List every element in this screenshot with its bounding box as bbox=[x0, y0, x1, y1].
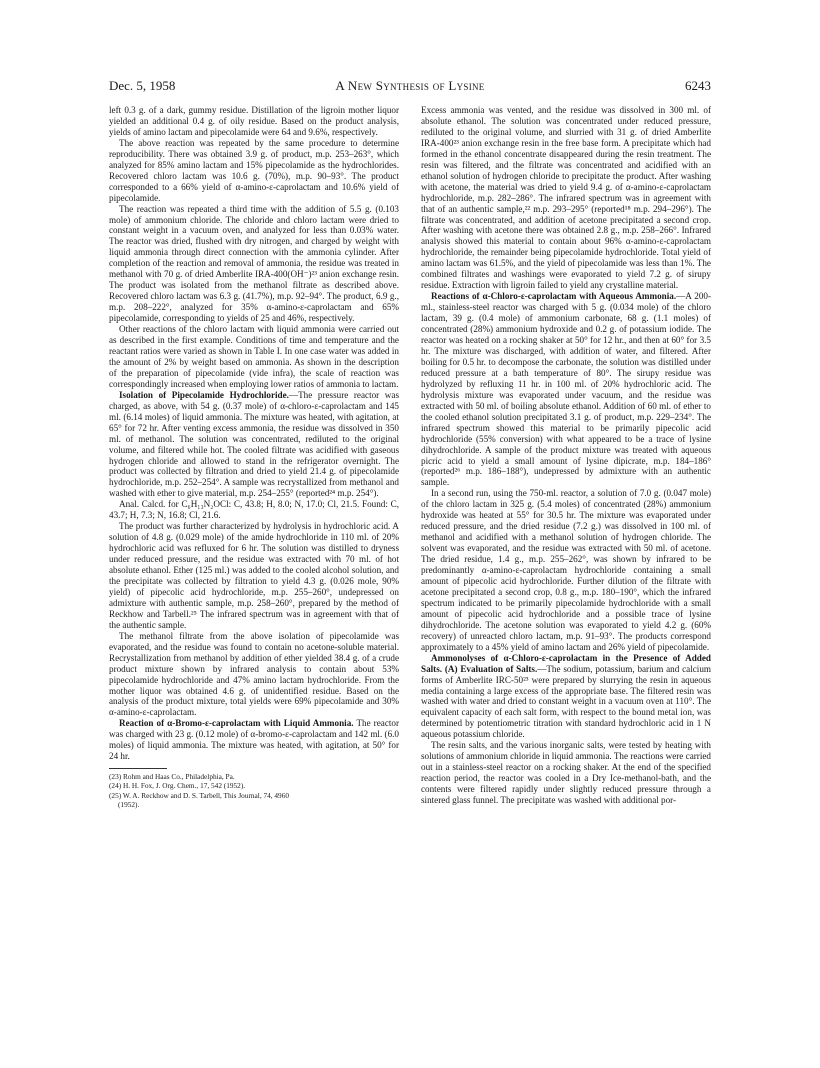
issue-date: Dec. 5, 1958 bbox=[109, 78, 176, 93]
analysis-paragraph: Anal. Calcd. for C₆H₁₃N₂OCl: C, 43.8; H, 8.0; N, 17.0; Cl, 21.5. Found: C, 43.7; H, 7.3; N, 16.8; Cl, 21.6. bbox=[109, 499, 399, 521]
section-heading: Ammonolyses of α-Chloro-ε-caprolactam in the Presence of Added Salts. (A) Evaluation of Salts. bbox=[421, 652, 711, 674]
right-column bbox=[421, 105, 711, 806]
paragraph bbox=[109, 718, 399, 762]
paragraph: The product was further characterized by hydrolysis in hydrochloric acid. A solution of 4.8 g. (0.029 mole) of the amide hydrochloride in 110 ml. of 20% hydrochloric acid was refluxed for 6 hr. The solution was distilled to dryness under reduced pressure, and the residue was extracted with 70 ml. of hot absolute ethanol. Ether (125 ml.) was added to the cooled alcohol solution, and the precipitate was collected by filtration to yield 4.3 g. (0.026 mole, 90% yield) of pipecolic acid hydrochloride, m.p. 255–260°, undepressed on admixture with authentic sample, m.p. 258–260°, prepared by the method of Reckhow and Tarbell.²⁵ The infrared spectrum was in agreement with that of the authentic sample. bbox=[109, 521, 399, 630]
paragraph: Other reactions of the chloro lactam with liquid ammonia were carried out as described in the first example. Conditions of time and temperature and the reactant ratios were varied as shown in Table I. In one case water was added in the amount of 2% by weight based on ammonia. As shown in the description of the preparation of pipecolamide (vide infra), the scale of reaction was correspondingly increased when employing lower ratios of ammonia to lactam. bbox=[109, 324, 399, 389]
paragraph-text: —The pressure reactor was charged, as above, with 54 g. (0.37 mole) of α-chloro-ε-caprolactam and 145 ml. (6.14 moles) of liquid ammonia. The mixture was heated, with agitation, at 65° for 72 hr. After venting excess ammonia, the residue was dissolved in 350 ml. of methanol. The solution was concentrated, rediluted to the original volume, and filtered while hot. The cooled filtrate was acidified with gaseous hydrogen chloride and allowed to stand in the refrigerator overnight. The product was collected by filtration and dried to yield 21.4 g. of pipecolamide hydrochloride, m.p. 252–254°. A sample was recrystallized from methanol and washed with ether to give material, m.p. 254–255° (reported²⁴ m.p. 254°). bbox=[109, 389, 399, 499]
footnote: (25) W. A. Reckhow and D. S. Tarbell, This Journal, 74, 4960 bbox=[109, 790, 290, 800]
paragraph: The resin salts, and the various inorganic salts, were tested by heating with solutions of ammonium chloride in liquid ammonia. The reactions were carried out in a stainless-steel reactor on a rocking shaker. At the end of the specified reaction period, the reactor was cooled in a Dry Ice-methanol-bath, and the contents were filtered rapidly under slightly reduced pressure through a sintered glass funnel. The precipitate was washed with additional por- bbox=[421, 740, 711, 806]
paragraph-text: The reactor was charged with 23 g. (0.12 mole) of α-bromo-ε-caprolactam and 142 ml. (6.0 moles) of liquid ammonia. The mixture was heated, with agitation, at 50° for 24 hr. bbox=[109, 718, 400, 762]
running-title: A New Synthesis of Lysine bbox=[335, 78, 485, 93]
paragraph-text: —The sodium, potassium, barium and calcium forms of Amberlite IRC-50²³ were prepared by slurrying the resin in aqueous media containing a large excess of the appropriate base. The filtered resin was washed with water and dried to constant weight in a vacuum oven at 110°. The equivalent capacity of each salt form, with respect to the bound metal ion, was determined by potentiometric titration with standard hydrochloric acid in 1 N aqueous potassium chloride. bbox=[421, 663, 711, 740]
section-heading: Reaction of α-Bromo-ε-caprolactam with Liquid Ammonia. bbox=[119, 718, 354, 729]
paragraph: In a second run, using the 750-ml. reactor, a solution of 7.0 g. (0.047 mole) of the chloro lactam in 325 g. (5.4 moles) of concentrated (28%) ammonium hydroxide was heated at 55° for 30.5 hr. The mixture was evaporated under reduced pressure, and the dried residue (7.2 g.) was dissolved in 100 ml. of methanol and acidified with a methanol solution of hydrogen chloride. The solvent was evaporated, and the residue was extracted with 50 ml. of acetone. The dried residue, 1.4 g., m.p. 255–262°, was shown by infrared to be predominantly α-amino-ε-caprolactam hydrochloride containing a small amount of pipecolic acid hydrochloride. Further dilution of the filtrate with acetone precipitated a second crop, 0.8 g., m.p. 180–190°, which the infrared spectrum indicated to be primarily pipecolamide hydrochloride with a small amount of pipecolic acid hydrochloride and a possible trace of lysine dihydrochloride. The acetone solution was evaporated to yield 4.2 g. (60% recovery) of unreacted chloro lactam, m.p. 91–93°. The products correspond approximately to a 45% yield of amino lactam and 26% yield of pipecolamide. bbox=[421, 488, 711, 652]
footnote-continuation: (1952). bbox=[118, 799, 140, 809]
paragraph bbox=[109, 390, 399, 500]
footnote: (23) Rohm and Haas Co., Philadelphia, Pa. bbox=[109, 772, 235, 782]
paragraph-text: —A 200-ml., stainless-steel reactor was charged with 5 g. (0.034 mole) of the chloro lactam, 39 g. (0.4 mole) of ammonium carbonate, 68 g. (1.1 moles) of concentrated (28%) ammonium hydroxide and 0.2 g. of potassium iodide. The reactor was heated on a rocking shaker at 50° for 12 hr., and then at 60° for 3.5 hr. The mixture was discharged, with addition of water, and filtered. After boiling for 0.5 hr. to decompose the carbonate, the solution was distilled under reduced pressure at a bath temperature of 80°. The sirupy residue was hydrolyzed by refluxing 11 hr. in 100 ml. of 20% hydrochloric acid. The hydrolysis mixture was evaporated under vacuum, and the residue was extracted with 50 ml. of boiling absolute ethanol. Addition of 60 ml. of ether to the cooled ethanol solution precipitated 3.1 g. of product, m.p. 229–234°. The infrared spectrum showed this material to be primarily pipecolic acid hydrochloride (55% conversion) with what appeared to be a trace of lysine dihydrochloride. A sample of the product mixture was treated with aqueous picric acid to yield a small amount of lysine dipicrate, m.p. 184–186° (reported²⁶ m.p. 186–188°), undepressed by admixture with an authentic sample. bbox=[421, 291, 711, 488]
paragraph: left 0.3 g. of a dark, gummy residue. Distillation of the ligroin mother liquor yielded an additional 0.4 g. of oily residue. Based on the product analysis, yields of amino lactam and pipecolamide were 64 and 9.6%, respectively. bbox=[109, 105, 399, 137]
page-number: 6243 bbox=[685, 78, 711, 93]
paragraph: Excess ammonia was vented, and the residue was dissolved in 300 ml. of absolute ethanol. The solution was concentrated under reduced pressure, rediluted to the original volume, and slurried with 31 g. of dried Amberlite IRA-400²³ anion exchange resin in the free base form. A precipitate which had formed in the ethanol concentrate disappeared during the resin treatment. The resin was filtered, and the filtrate was concentrated and acidified with an ethanol solution of hydrogen chloride to precipitate the product. After washing with acetone, the material was dried to yield 9.4 g. of α-amino-ε-caprolactam hydrochloride, m.p. 282–286°. The infrared spectrum was in agreement with that of an authentic sample,²² m.p. 293–295° (reported¹⁸ m.p. 294–296°). The filtrate was concentrated, and addition of acetone precipitated a second crop. After washing with acetone there was obtained 2.8 g., m.p. 258–266°. Infrared analysis showed this material to contain about 96% α-amino-ε-caprolactam hydrochloride, the remainder being pipecolamide hydrochloride. Total yield of amino lactam was 61.5%, and the yield of pipecolamide was less than 1%. The combined filtrates and washings were evaporated to yield 7.2 g. of sirupy residue. Extraction with ligroin failed to yield any crystalline material. bbox=[421, 105, 711, 291]
section-heading: Isolation of Pipecolamide Hydrochloride. bbox=[119, 389, 289, 400]
running-header bbox=[109, 78, 711, 94]
paragraph bbox=[421, 653, 711, 741]
paragraph bbox=[421, 291, 711, 488]
section-heading: Reactions of α-Chloro-ε-caprolactam with Aqueous Ammonia. bbox=[431, 291, 677, 302]
footnote-rule bbox=[109, 768, 167, 769]
paragraph: The reaction was repeated a third time with the addition of 5.5 g. (0.103 mole) of ammonium chloride. The chloride and chloro lactam were dried to constant weight in a vacuum oven, and analyzed for less than 0.03% water. The reactor was dried, flushed with dry nitrogen, and charged by weight with liquid ammonia through direct connection with the ammonia cylinder. After completion of the reaction and removal of ammonia, the residue was treated in methanol with 70 g. of dried Amberlite IRA-400(OH⁻)²³ anion exchange resin. The product was isolated from the methanol filtrate as described above. Recovered chloro lactam was 6.3 g. (41.7%), m.p. 92–94°. The product, 6.9 g., m.p. 208–222°, analyzed for 35% α-amino-ε-caprolactam and 65% pipecolamide, corresponding to yields of 25 and 46%, respectively. bbox=[109, 203, 399, 324]
left-column bbox=[109, 105, 399, 809]
footnote: (24) H. H. Fox, J. Org. Chem., 17, 542 (1952). bbox=[109, 781, 246, 791]
paragraph: The methanol filtrate from the above isolation of pipecolamide was evaporated, and the residue was found to contain no acetone-soluble material. Recrystallization from methanol by addition of ether yielded 38.4 g. of a crude product mixture shown by infrared analysis to contain about 53% pipecolamide hydrochloride and 47% amino lactam hydrochloride. From the mother liquor was obtained 4.6 g. of unidentified residue. Based on the analysis of the product mixture, total yields were 69% pipecolamide and 30% α-amino-ε-caprolactam. bbox=[109, 630, 399, 718]
paragraph: The above reaction was repeated by the same procedure to determine reproducibility. There was obtained 3.9 g. of product, m.p. 253–263°, which analyzed for 85% amino lactam and 15% pipecolamide as the hydrochlorides. Recovered chloro lactam was 10.6 g. (70%), m.p. 90–93°. The product corresponded to a 66% yield of α-amino-ε-caprolactam and 10.6% yield of pipecolamide. bbox=[109, 137, 399, 203]
